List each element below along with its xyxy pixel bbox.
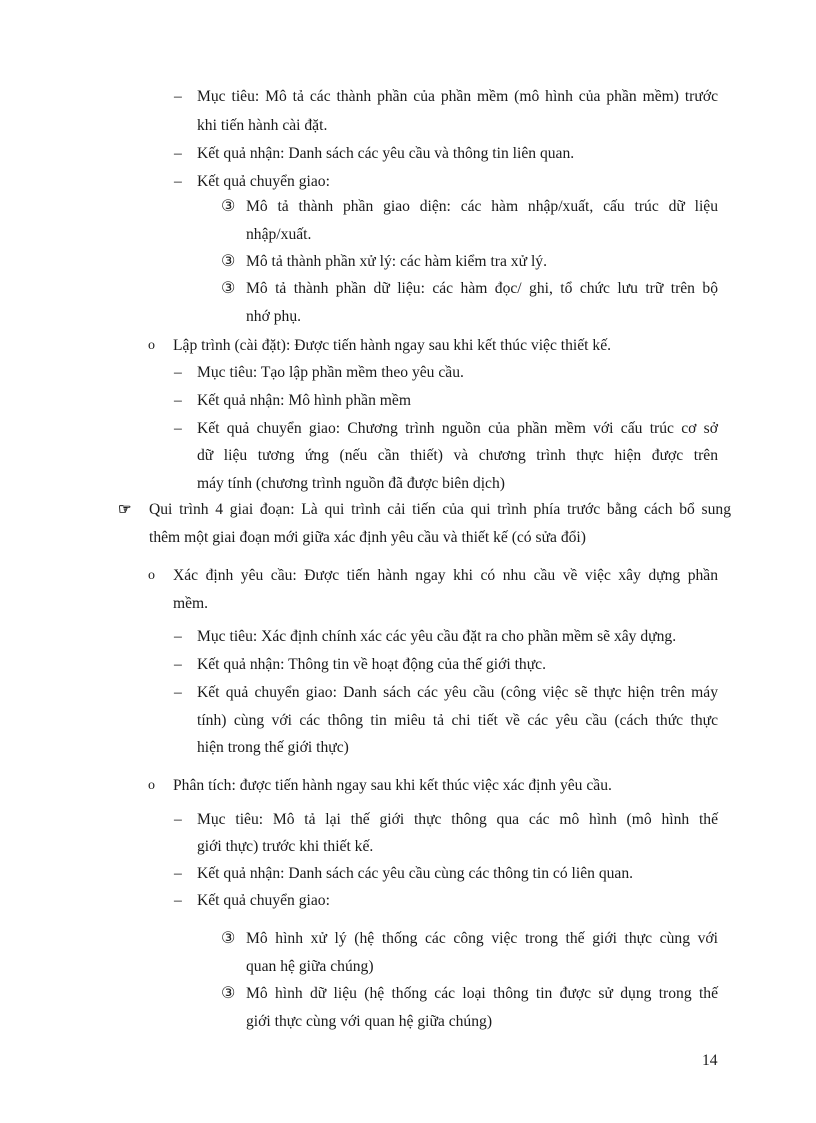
text-line: Mô tả thành phần dữ liệu: các hàm đọc/ ghi, tổ chức lưu trữ trên bộ [246,280,718,297]
text-line: Qui trình 4 giai đoạn: Là qui trình cải tiến của qui trình phía trước bằng cách bổ sung [149,501,731,518]
dash-marker: – [174,892,182,909]
text-line: Mô tả thành phần xử lý: các hàm kiểm tra xử lý. [246,253,547,270]
dash-marker: – [174,865,182,882]
text-line: Mục tiêu: Tạo lập phần mềm theo yêu cầu. [197,364,464,381]
text-line: Mục tiêu: Xác định chính xác các yêu cầu đặt ra cho phần mềm sẽ xây dựng. [197,628,677,645]
text-line: nhớ phụ. [246,308,302,325]
text-line: khi tiến hành cài đặt. [197,117,328,134]
pointing-hand-icon: ☞ [118,502,131,518]
text-line: Kết quả chuyển giao: Danh sách các yêu cầu (công việc sẽ thực hiện trên máy [197,684,718,701]
circle-bullet-icon: o [148,778,155,793]
text-line: Kết quả chuyển giao: [197,892,330,909]
circled-number-icon: ③ [221,280,236,297]
text-line: quan hệ giữa chúng) [246,958,374,975]
circle-bullet-icon: o [148,568,155,583]
text-line: giới thực cùng với quan hệ giữa chúng) [246,1013,493,1030]
text-line: Kết quả nhận: Mô hình phần mềm [197,392,411,409]
text-line: Mô hình dữ liệu (hệ thống các loại thông tin được sử dụng trong thế [246,985,718,1002]
text-line: Kết quả nhận: Danh sách các yêu cầu cùng các thông tin có liên quan. [197,865,634,882]
text-line: Phân tích: được tiến hành ngay sau khi kết thúc việc xác định yêu cầu. [173,777,612,794]
dash-marker: – [174,88,182,105]
dash-marker: – [174,420,182,437]
dash-marker: – [174,173,182,190]
dash-marker: – [174,656,182,673]
page-number: 14 [702,1052,718,1069]
circled-number-icon: ③ [221,985,236,1002]
text-line: Lập trình (cài đặt): Được tiến hành ngay sau khi kết thúc việc thiết kế. [173,337,612,354]
text-line: Mô hình xử lý (hệ thống các công việc trong thế giới thực cùng với [246,930,718,947]
text-line: giới thực) trước khi thiết kế. [197,838,374,855]
dash-marker: – [174,364,182,381]
dash-marker: – [174,628,182,645]
text-line: tính) cùng với các thông tin miêu tả chi tiết về các yêu cầu (cách thức thực [197,712,718,729]
dash-marker: – [174,684,182,701]
circle-bullet-icon: o [148,338,155,353]
text-line: hiện trong thế giới thực) [197,739,349,756]
dash-marker: – [174,811,182,828]
text-line: nhập/xuất. [246,226,312,243]
dash-marker: – [174,392,182,409]
text-line: máy tính (chương trình nguồn đã được biên dịch) [197,475,505,492]
text-line: Kết quả nhận: Thông tin về hoạt động của thế giới thực. [197,656,547,673]
text-line: Mục tiêu: Mô tả các thành phần của phần mềm (mô hình của phần mềm) trước [197,88,718,105]
text-line: Kết quả chuyển giao: [197,173,330,190]
text-line: Mục tiêu: Mô tả lại thế giới thực thông qua các mô hình (mô hình thế [197,811,718,828]
circled-number-icon: ③ [221,253,236,270]
text-line: Kết quả chuyển giao: Chương trình nguồn của phần mềm với cấu trúc cơ sở [197,420,718,437]
text-line: thêm một giai đoạn mới giữa xác định yêu cầu và thiết kế (có sửa đổi) [149,529,586,546]
circled-number-icon: ③ [221,198,236,215]
text-line: Xác định yêu cầu: Được tiến hành ngay khi có nhu cầu về việc xây dựng phần [173,567,718,584]
dash-marker: – [174,145,182,162]
circled-number-icon: ③ [221,930,236,947]
text-line: Kết quả nhận: Danh sách các yêu cầu và thông tin liên quan. [197,145,575,162]
text-line: dữ liệu tương ứng (nếu cần thiết) và chương trình thực hiện được trên [197,447,718,464]
text-line: mềm. [173,595,209,612]
text-line: Mô tả thành phần giao diện: các hàm nhập/xuất, cấu trúc dữ liệu [246,198,718,215]
